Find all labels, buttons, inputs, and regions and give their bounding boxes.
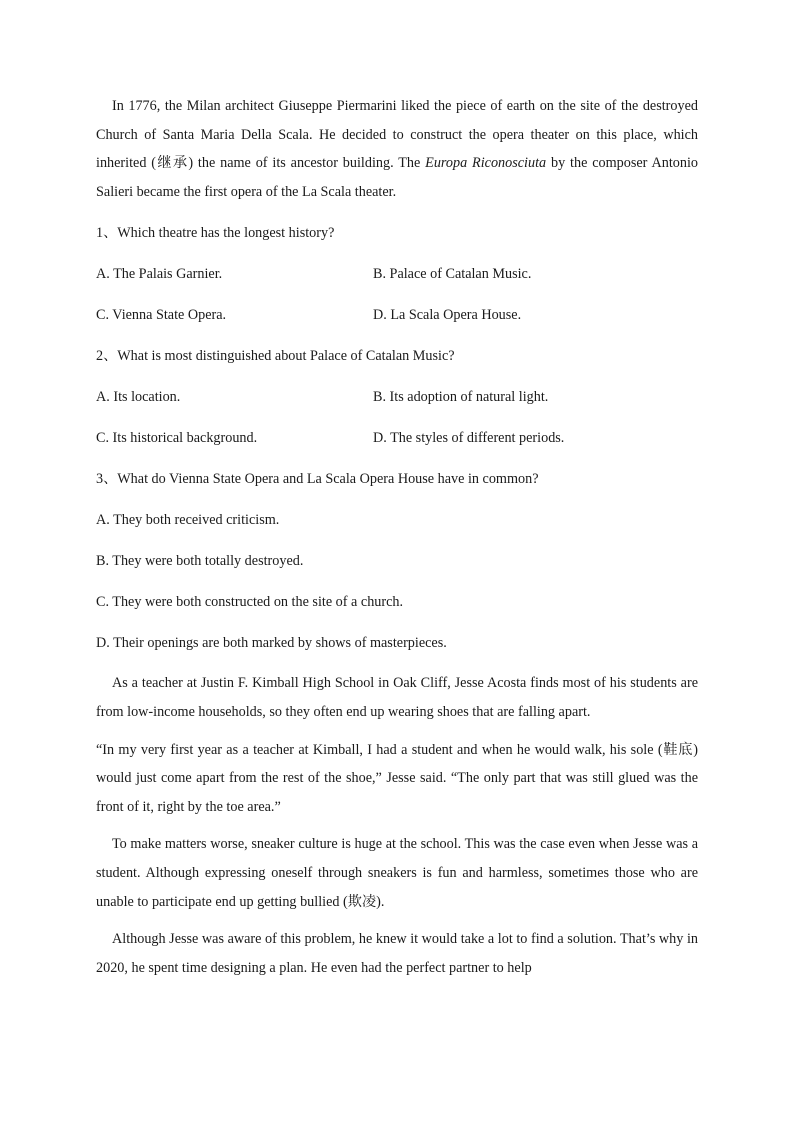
option-b: B. They were both totally destroyed. (96, 553, 304, 570)
passage-paragraph: To make matters worse, sneaker culture is huge at the school. This was the case even when Jesse was a student. Although expressing oneself through sneakers is fun and harmless, sometimes those who are unable to participate end up getting bullied (欺凌). (96, 836, 698, 910)
question-stem-3: 3、What do Vienna State Opera and La Scala Opera House have in common? (96, 471, 539, 488)
passage-paragraph: “In my very first year as a teacher at Kimball, I had a student and when he would walk, his sole (鞋底) would just come apart from the rest of the shoe,” Jesse said. “The only part that was still glued was the front of it, right by the toe area.” (96, 741, 698, 815)
option-b: B. Its adoption of natural light. (373, 389, 549, 406)
option-a: A. Its location. (96, 389, 181, 406)
option-d: D. The styles of different periods. (373, 430, 565, 447)
option-row (96, 424, 698, 452)
option-c: C. Its historical background. (96, 430, 258, 447)
document-body (96, 92, 698, 982)
question-stem-1: 1、Which theatre has the longest history? (96, 225, 335, 242)
option-a: A. The Palais Garnier. (96, 266, 223, 283)
option-row (96, 383, 698, 411)
paragraph-text: In 1776, the Milan architect Giuseppe Piermarini liked the piece of earth on the site of the destroyed Church of Santa Maria Della Scala. He decided to construct the opera theater on this place, which inherited (继承) the name of its ancestor building. The (96, 98, 698, 172)
option-d: D. Their openings are both marked by shows of masterpieces. (96, 635, 447, 652)
option-a: A. They both received criticism. (96, 512, 280, 529)
passage-paragraph (96, 92, 698, 206)
option-row (96, 301, 698, 329)
option-b: B. Palace of Catalan Music. (373, 266, 532, 283)
passage-paragraph: Although Jesse was aware of this problem, he knew it would take a lot to find a solution. That’s why in 2020, he spent time designing a plan. He even had the perfect partner to help (96, 931, 698, 976)
paragraph-text: by the composer Antonio Salieri became the first opera of the La Scala theater. (96, 155, 698, 200)
opera-title: Europa Riconosciuta (425, 155, 547, 172)
option-c: C. They were both constructed on the site of a church. (96, 594, 404, 611)
option-row (96, 260, 698, 288)
passage-paragraph: As a teacher at Justin F. Kimball High School in Oak Cliff, Jesse Acosta finds most of his students are from low-income households, so they often end up wearing shoes that are falling apart. (96, 675, 698, 720)
question-stem-2: 2、What is most distinguished about Palace of Catalan Music? (96, 348, 455, 365)
option-c: C. Vienna State Opera. (96, 307, 227, 324)
option-d: D. La Scala Opera House. (373, 307, 522, 324)
